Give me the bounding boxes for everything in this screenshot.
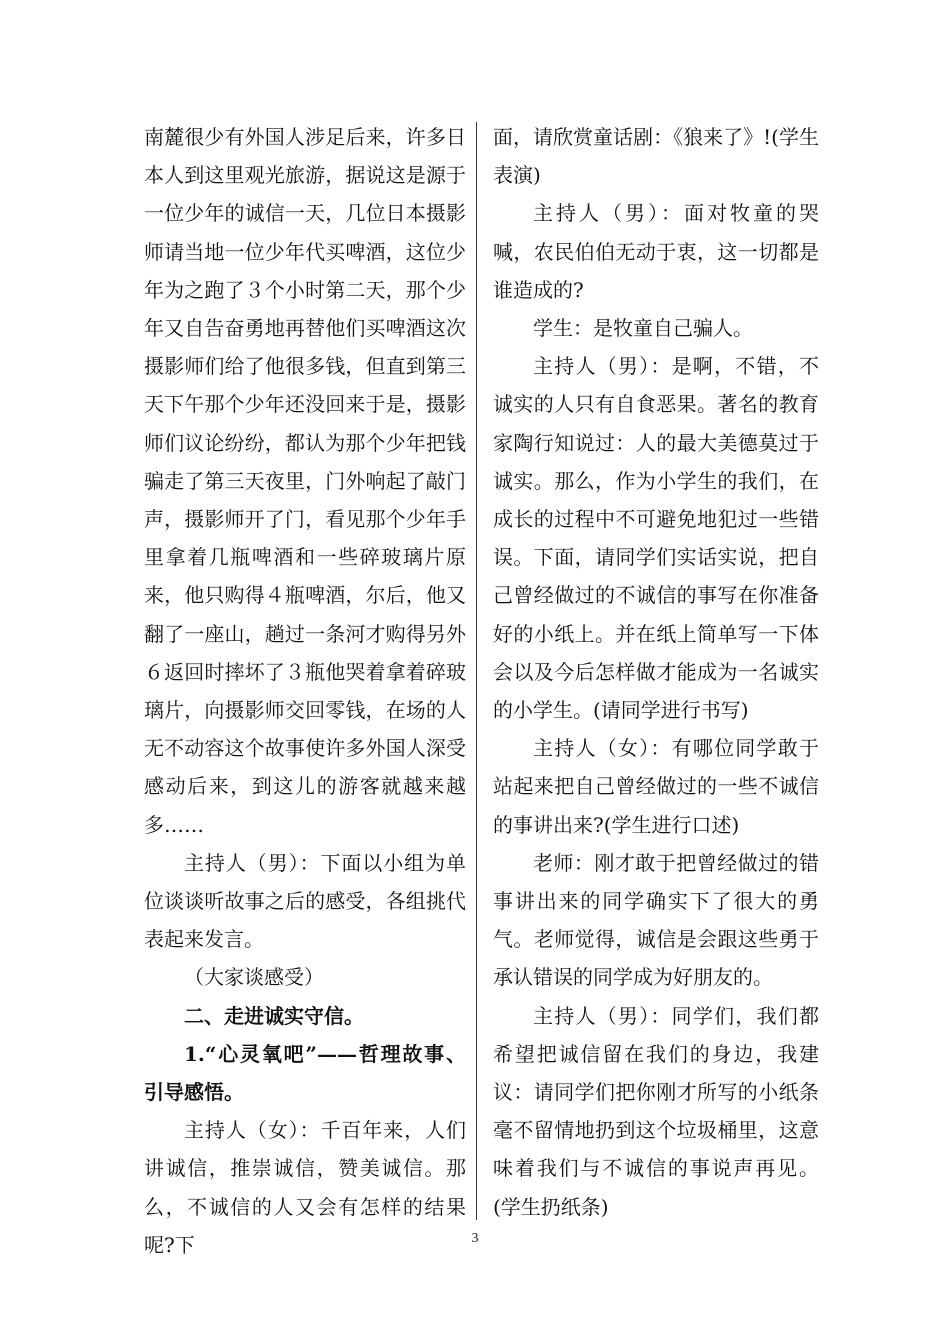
story-paragraph: 南麓很少有外国人涉足后来，许多日本人到这里观光旅游，据说这是源于一位少年的诚信一天，几位日本摄影师请当地一位少年代买啤酒，这位少年为之跑了３个小时第二天，那个少年又自告奋勇地再替他们买啤酒这次摄影师们给了他很多钱，但直到第三天下午那个少年还没回来于是，摄影师们议论纷纷，都认为那个少年把钱骗走了第三天夜里，门外响起了敲门声，摄影师开了门，看见那个少年手里拿着几瓶啤酒和一些碎玻璃片原来，他只购得４瓶啤酒，尔后，他又翻了一座山，趟过一条河才购得另外６返回时摔坏了３瓶他哭着拿着碎玻璃片，向摄影师交回零钱，在场的人无不动容这个故事使许多外国人深受感动后来，到这儿的游客就越来越多…… — [144, 125, 466, 837]
host-male-paragraph: 主持人（男）：面对牧童的哭喊，农民伯伯无动于衷，这一切都是谁造成的? — [493, 201, 819, 302]
host-male-paragraph: 主持人（男）：下面以小组为单位谈谈听故事之后的感受，各组挑代表起来发言。 — [144, 850, 466, 952]
continued-paragraph: 面，请欣赏童话剧：《狼来了》!(学生表演) — [493, 125, 819, 188]
page-number: 3 — [471, 1231, 479, 1246]
host-female-paragraph: 主持人（女）：有哪位同学敢于站起来把自己曾经做过的一些不诚信的事讲出来?(学生进行口述) — [493, 736, 819, 837]
student-paragraph: 学生：是牧童自己骗人。 — [533, 316, 753, 341]
host-female-paragraph: 主持人（女）：千百年来，人们讲诚信，推崇诚信，赞美诚信。那么，不诚信的人又会有怎样的结果呢?下 — [144, 1118, 466, 1257]
teacher-paragraph: 老师：刚才敢于把曾经做过的错事讲出来的同学确实下了很大的勇气。老师觉得，诚信是会跟这些勇于承认错误的同学成为好朋友的。 — [493, 850, 819, 990]
right-column — [493, 118, 819, 1226]
stage-direction: （大家谈感受） — [184, 965, 324, 990]
subsection-heading: 1.“心灵氧吧”——哲理故事、引导感悟。 — [144, 1041, 466, 1105]
column-divider — [476, 122, 477, 1220]
host-male-paragraph: 主持人（男）：是啊，不错，不诚实的人只有自食恶果。著名的教育家陶行知说过：人的最大美德莫过于诚实。那么，作为小学生的我们，在成长的过程中不可避免地犯过一些错误。下面，请同学们实话实说，把自己曾经做过的不诚信的事写在你准备好的小纸上。并在纸上简单写一下体会以及今后怎样做才能成为一名诚实的小学生。(请同学进行书写) — [493, 354, 819, 723]
host-male-paragraph: 主持人（男）：同学们，我们都希望把诚信留在我们的身边，我建议：请同学们把你刚才所写的小纸条毫不留情地扔到这个垃圾桶里，这意味着我们与不诚信的事说声再见。(学生扔纸条) — [493, 1003, 819, 1219]
section-heading: 二、走进诚实守信。 — [184, 1003, 364, 1028]
left-column — [144, 118, 466, 1264]
